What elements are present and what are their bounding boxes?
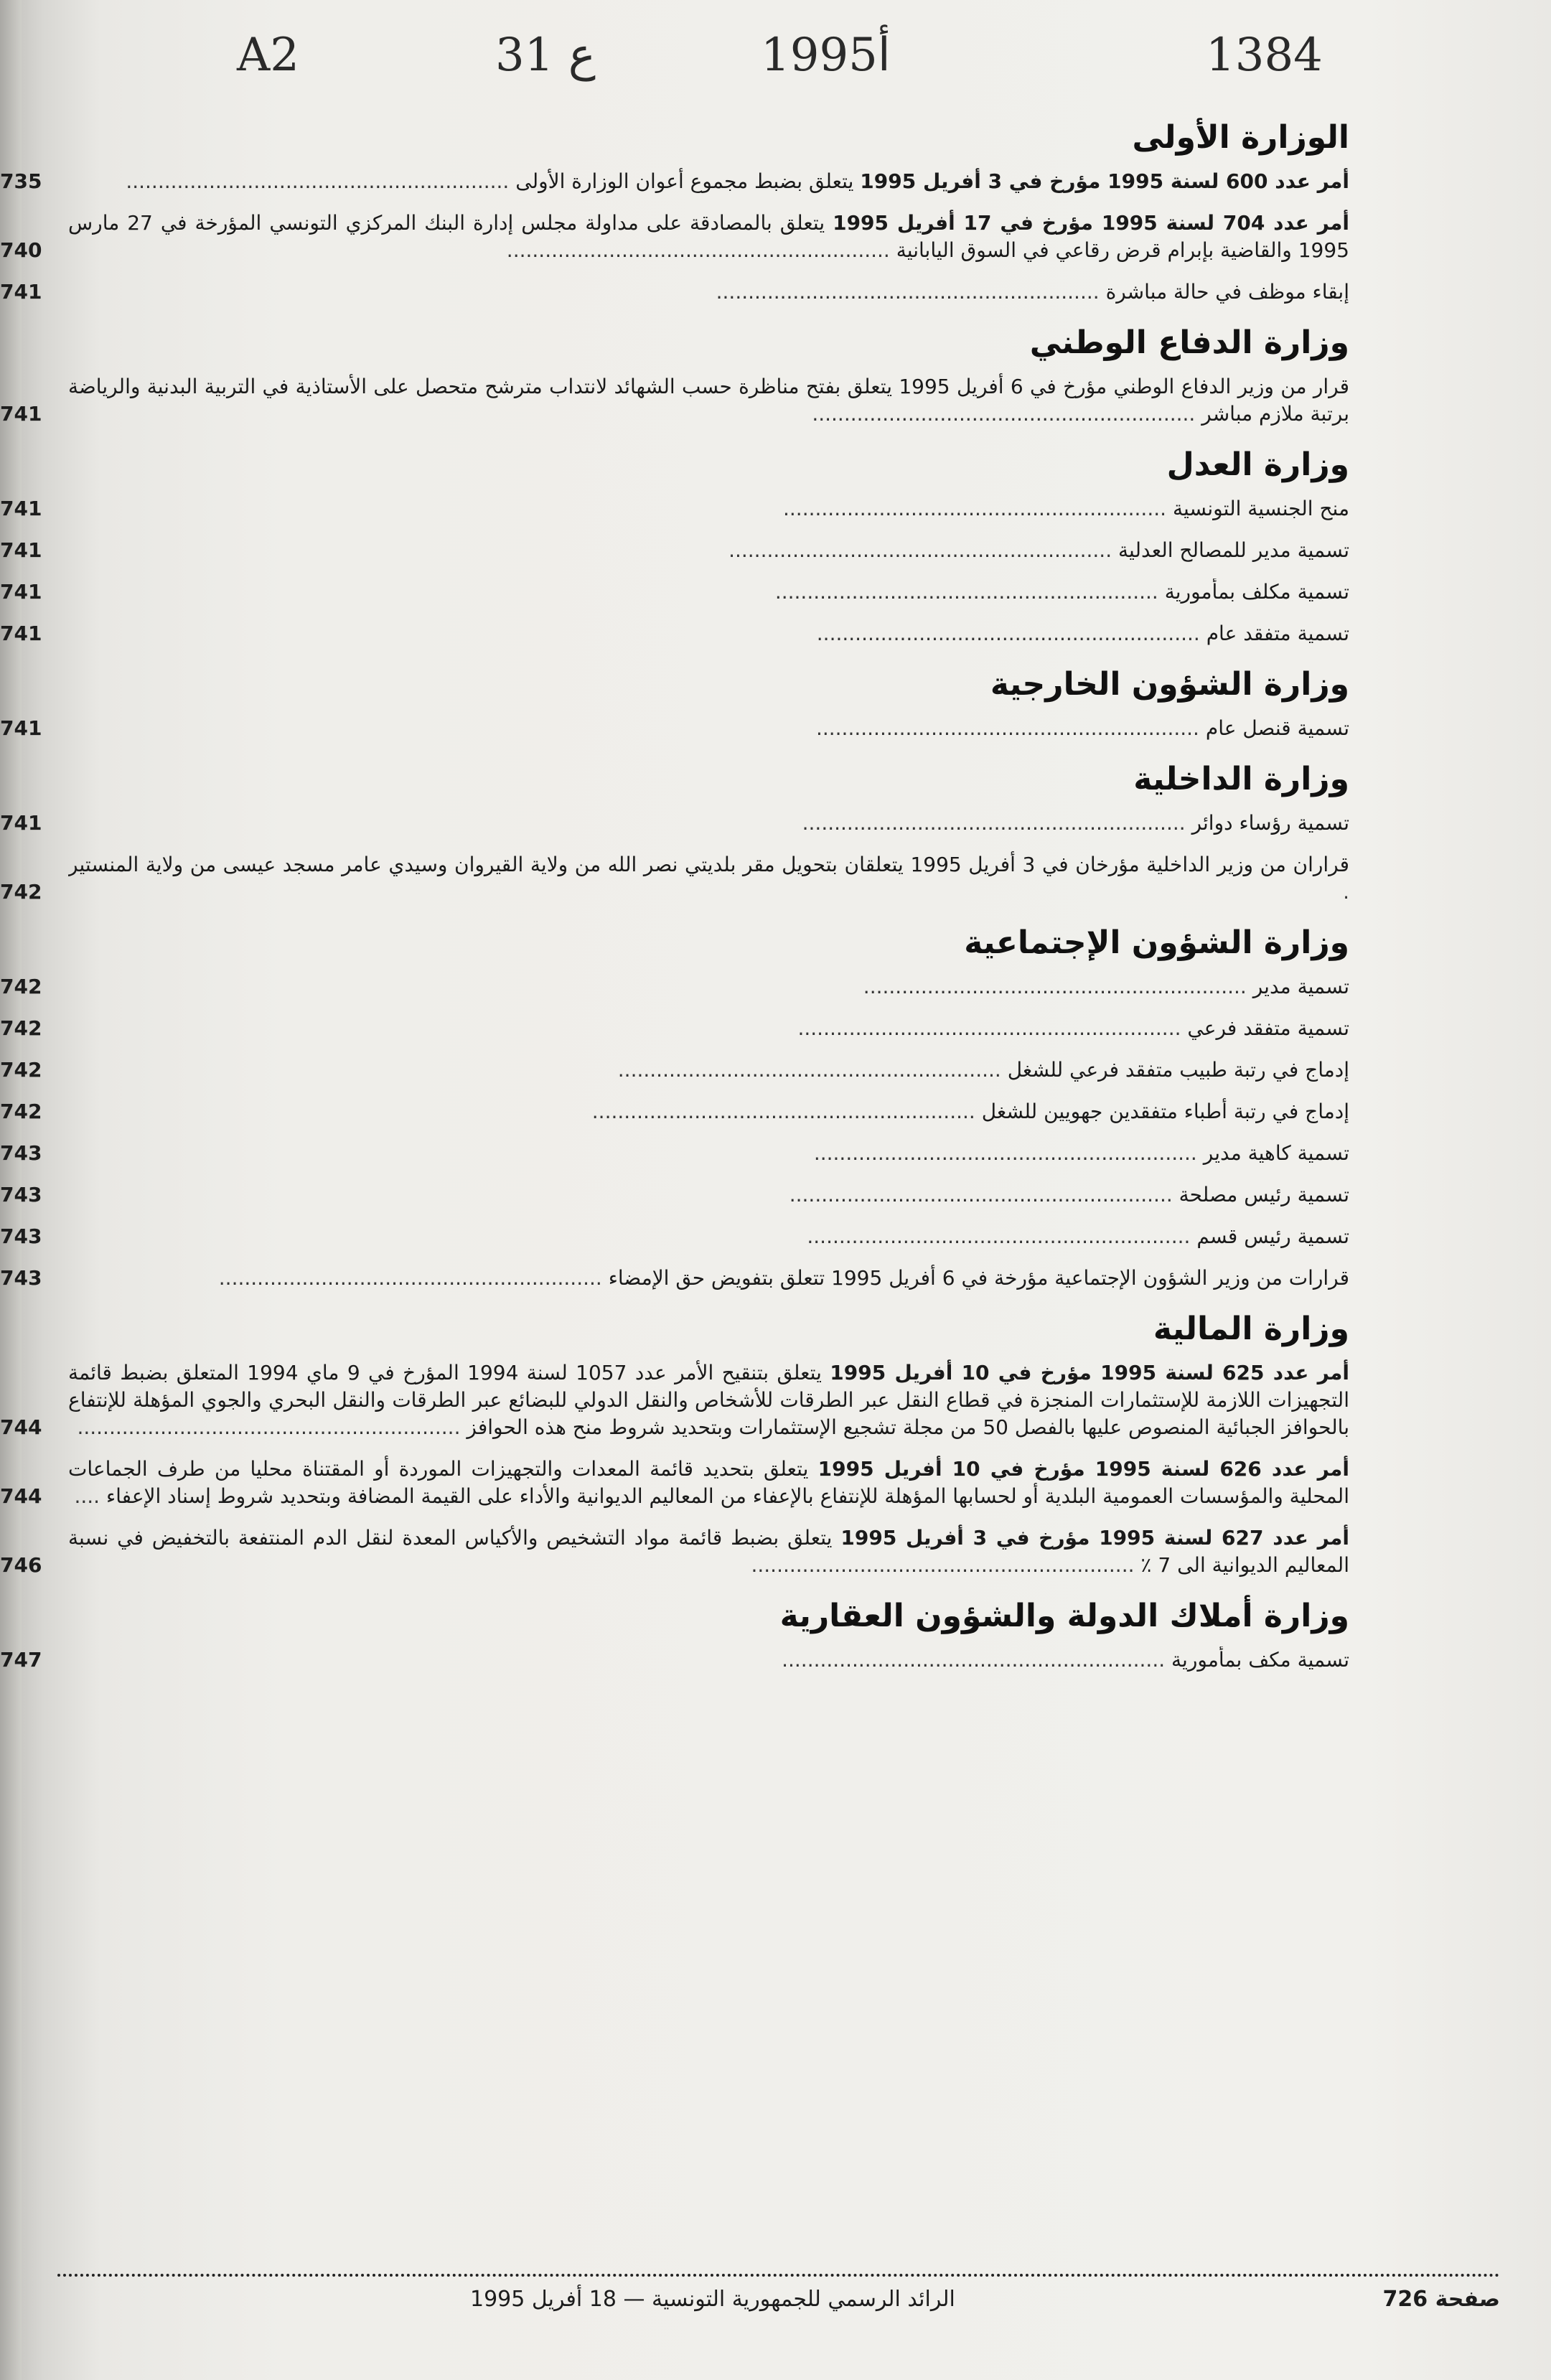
- section-title: وزارة الدفاع الوطني: [1029, 324, 1349, 361]
- entry-page-number: 741: [0, 497, 42, 520]
- dot-leader: ............................................................: [591, 1100, 982, 1123]
- entry-title: تسمية رئيس قسم: [1196, 1224, 1349, 1248]
- dot-leader: ............................................................: [783, 497, 1173, 520]
- entry-decree-ref: أمر عدد 704 لسنة 1995 مؤرخ في 17 أفريل 1995: [833, 211, 1349, 235]
- handwritten-ref-b: 31 ع: [495, 29, 596, 82]
- dot-leader: ............................................................: [812, 402, 1202, 426]
- table-of-contents: [0, 115, 1349, 2254]
- dot-leader: ............................................................: [617, 1058, 1008, 1082]
- dot-leader: ............................................................: [751, 1553, 1141, 1577]
- entry-page-number: 741: [0, 580, 42, 604]
- entry-title: قراران من وزير الداخلية مؤرخان في 3 أفريل 1995 يتعلقان بتحويل مقر بلديتي نصر الله من ولاية القيروان وسيدي عامر مسجد عيسى من ولاية المنستير: [68, 853, 1349, 876]
- toc-entry: [0, 578, 1349, 606]
- entry-title: يتعلق بتنقيح الأمر عدد 1057 لسنة 1994 المؤرخ في 9 ماي 1994 المتعلق بضبط قائمة التجهيزات اللازمة للإستثمارات المنجزة في قطاع النقل عبر الطرقات للأشخاص والنقل الدولي للبضائع عبر الطرقات والنقل البحري والجوي المؤهلة للإنتفاع بالحوافز الجبائية المنصوص عليها بالفصل 50 من مجلة تشجيع الإستثمارات وبتحديد شروط منح هذه الحوافز: [68, 1361, 1349, 1439]
- entry-decree-ref: أمر عدد 625 لسنة 1995 مؤرخ في 10 أفريل 1995: [830, 1361, 1349, 1385]
- entry-page-number: 747: [0, 1648, 42, 1672]
- toc-entry: [0, 1140, 1349, 1167]
- entry-title: تسمية مدير: [1252, 975, 1349, 998]
- toc-entry: [0, 715, 1349, 742]
- entry-title: يتعلق بتحديد قائمة المعدات والتجهيزات الموردة أو المقتناة محليا من طرف الجماعات المحلية والمؤسسات العمومية البلدية أو لحسابها المؤهلة للإنتفاع بالإعفاء من المعاليم الديوانية والأداء على القيمة المضافة وبتحديد شروط إسناد الإعفاء: [68, 1457, 1349, 1508]
- dot-leader: ....: [74, 1484, 106, 1508]
- entry-title: تسمية متفقد فرعي: [1187, 1016, 1349, 1040]
- entry-title: إدماج في رتبة أطباء متفقدين جهويين للشغل: [981, 1100, 1349, 1123]
- entry-page-number: 741: [0, 622, 42, 645]
- entry-decree-ref: أمر عدد 626 لسنة 1995 مؤرخ في 10 أفريل 1995: [817, 1457, 1349, 1481]
- toc-entry: [0, 1181, 1349, 1209]
- entry-title: تسمية رئيس مصلحة: [1179, 1183, 1349, 1207]
- entry-title: يتعلق بضبط قائمة مواد التشخيص والأكياس المعدة لنقل الدم المنتفعة بالتخفيض في نسبة المعاليم الديوانية الى 7 ٪: [68, 1526, 1349, 1577]
- section-title: الوزارة الأولى: [1132, 119, 1349, 156]
- toc-entry: [0, 620, 1349, 647]
- entry-decree-ref: أمر عدد 600 لسنة 1995 مؤرخ في 3 أفريل 1995: [860, 169, 1349, 193]
- toc-entry: [0, 973, 1349, 1001]
- entry-title: تسمية قنصل عام: [1205, 716, 1349, 740]
- dot-leader: ............................................................: [716, 280, 1106, 304]
- dot-leader: ............................................................: [815, 716, 1206, 740]
- entry-title: يتعلق بالمصادقة على مداولة مجلس إدارة البنك المركزي التونسي المؤرخة في 27 مارس 1995 والقاضية بإبرام قرض رقاعي في السوق اليابانية: [68, 211, 1349, 262]
- footer-journal-title: الرائد الرسمي للجمهورية التونسية — 18 أفريل 1995: [470, 2287, 955, 2312]
- dot-leader: ............................................................: [774, 580, 1165, 604]
- dot-leader: ............................................................: [813, 1141, 1204, 1165]
- entry-page-number: 744: [0, 1484, 42, 1508]
- toc-entry: [0, 210, 1349, 264]
- dot-leader: ............................................................: [807, 1224, 1197, 1248]
- toc-entry: [0, 1646, 1349, 1674]
- entry-title: قرارات من وزير الشؤون الإجتماعية مؤرخة في 6 أفريل 1995 تتعلق بتفويض حق الإمضاء: [608, 1266, 1349, 1290]
- toc-entry: [0, 1098, 1349, 1125]
- entry-page-number: 742: [0, 880, 42, 904]
- toc-entry: [0, 1057, 1349, 1084]
- dot-leader: ............................................................: [797, 1016, 1188, 1040]
- handwritten-ref-number: 1384: [1206, 29, 1323, 82]
- entry-page-number: 744: [0, 1415, 42, 1439]
- toc-entry: [0, 1015, 1349, 1042]
- entry-page-number: 743: [0, 1224, 42, 1248]
- dot-leader: ............................................................: [218, 1266, 609, 1290]
- dot-leader: .: [1343, 880, 1349, 904]
- toc-entry: [0, 1456, 1349, 1510]
- entry-title: منح الجنسية التونسية: [1172, 497, 1349, 520]
- toc-entry: [0, 1223, 1349, 1250]
- entry-title: تسمية مدير للمصالح العدلية: [1118, 538, 1349, 562]
- toc-entry: [0, 537, 1349, 564]
- entry-page-number: 740: [0, 238, 42, 262]
- entry-title: إبقاء موظف في حالة مباشرة: [1105, 280, 1349, 304]
- dot-leader: ............................................................: [506, 238, 896, 262]
- entry-title: تسمية كاهية مدير: [1203, 1141, 1349, 1165]
- entry-page-number: 742: [0, 975, 42, 998]
- section-title: وزارة الشؤون الخارجية: [990, 666, 1349, 703]
- section-title: وزارة الداخلية: [1133, 761, 1349, 797]
- entry-title: تسمية متفقد عام: [1206, 622, 1349, 645]
- toc-entry: [0, 1359, 1349, 1441]
- dot-leader: ............................................................: [77, 1415, 467, 1439]
- dot-leader: ............................................................: [782, 1648, 1172, 1672]
- section-title: وزارة المالية: [1153, 1311, 1349, 1347]
- entry-page-number: 743: [0, 1266, 42, 1290]
- entry-title: يتعلق بضبط مجموع أعوان الوزارة الأولى: [515, 169, 861, 193]
- entry-page-number: 741: [0, 811, 42, 835]
- toc-entry: [0, 168, 1349, 195]
- entry-page-number: 743: [0, 1183, 42, 1207]
- entry-title: قرار من وزير الدفاع الوطني مؤرخ في 6 أفريل 1995 يتعلق بفتح مناظرة حسب الشهائد لانتداب مترشح متحصل على الأستاذية في التربية البدنية والرياضة برتبة ملازم مباشر: [68, 375, 1349, 426]
- section-title: وزارة أملاك الدولة والشؤون العقارية: [779, 1598, 1349, 1634]
- entry-title: تسمية مكف بمأمورية: [1171, 1648, 1349, 1672]
- entry-title: إدماج في رتبة طبيب متفقد فرعي للشغل: [1007, 1058, 1349, 1082]
- entry-page-number: 742: [0, 1100, 42, 1123]
- toc-entry: [0, 1524, 1349, 1579]
- toc-entry: [0, 373, 1349, 428]
- footer-divider: [57, 2274, 1500, 2277]
- page-footer: [68, 2282, 1500, 2325]
- toc-entry: [0, 1265, 1349, 1292]
- section-title: وزارة العدل: [1166, 446, 1349, 483]
- entry-title: تسمية رؤساء دوائر: [1191, 811, 1349, 835]
- dot-leader: ............................................................: [789, 1183, 1179, 1207]
- section-title: وزارة الشؤون الإجتماعية: [964, 924, 1349, 961]
- entry-decree-ref: أمر عدد 627 لسنة 1995 مؤرخ في 3 أفريل 1995: [840, 1526, 1349, 1550]
- toc-entry: [0, 851, 1349, 906]
- entry-page-number: 741: [0, 402, 42, 426]
- entry-page-number: 741: [0, 538, 42, 562]
- entry-page-number: 741: [0, 280, 42, 304]
- entry-title: تسمية مكلف بمأمورية: [1164, 580, 1349, 604]
- entry-page-number: 742: [0, 1058, 42, 1082]
- entry-page-number: 735: [0, 169, 42, 193]
- toc-entry: [0, 278, 1349, 306]
- dot-leader: ............................................................: [863, 975, 1253, 998]
- toc-entry: [0, 495, 1349, 523]
- toc-entry: [0, 810, 1349, 837]
- dot-leader: ............................................................: [816, 622, 1206, 645]
- entry-page-number: 742: [0, 1016, 42, 1040]
- handwritten-ref-a: A2: [237, 29, 299, 82]
- dot-leader: ............................................................: [728, 538, 1119, 562]
- entry-page-number: 743: [0, 1141, 42, 1165]
- entry-page-number: 741: [0, 716, 42, 740]
- handwritten-ref-year: 1995أ: [761, 29, 891, 82]
- dot-leader: ............................................................: [802, 811, 1192, 835]
- footer-page-number: صفحة 726: [1382, 2287, 1500, 2312]
- entry-page-number: 746: [0, 1553, 42, 1577]
- dot-leader: ............................................................: [126, 169, 516, 193]
